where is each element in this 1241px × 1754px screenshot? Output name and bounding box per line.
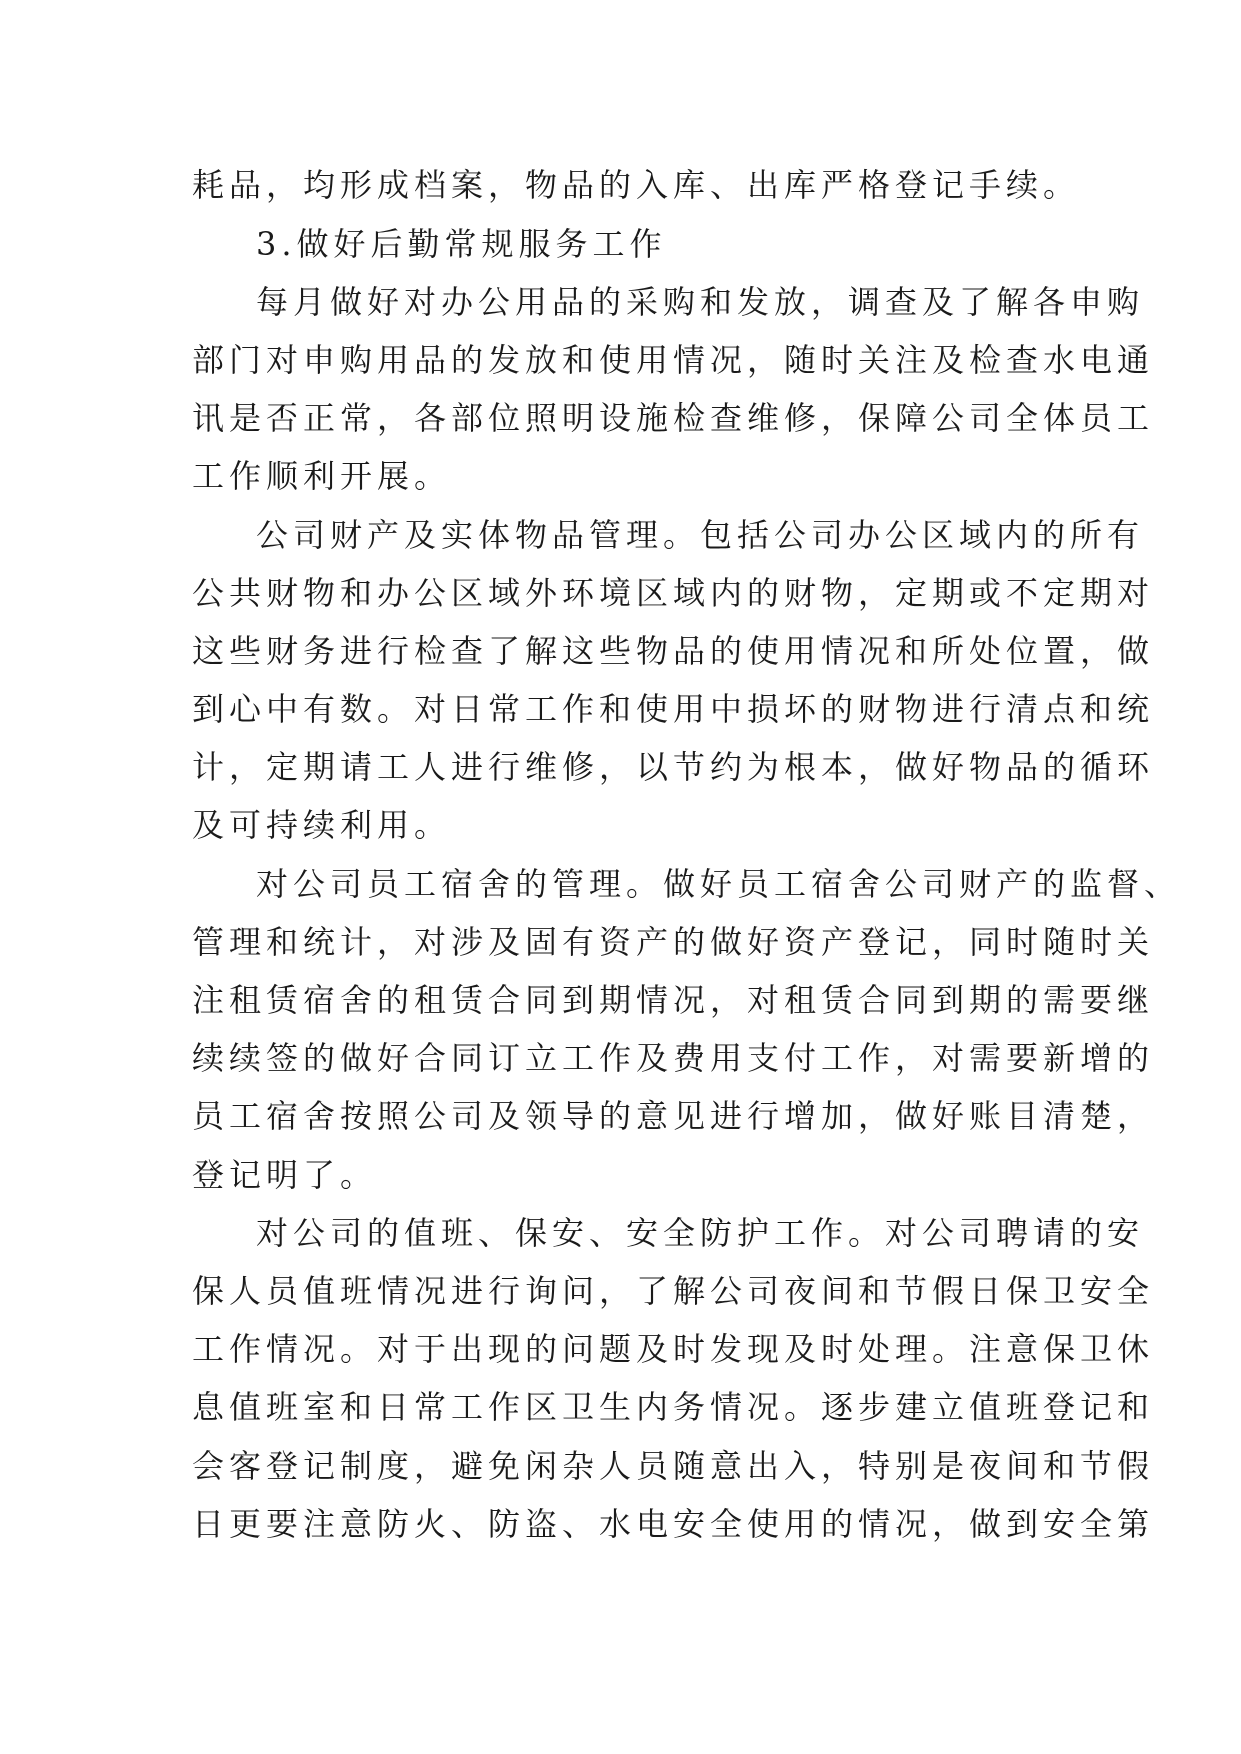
text-line: 息值班室和日常工作区卫生内务情况。逐步建立值班登记和 (192, 1388, 1155, 1426)
text-line: 工作顺利开展。 (192, 457, 452, 495)
text-line: 公司财产及实体物品管理。包括公司办公区域内的所有 (256, 516, 1145, 554)
text-line: 管理和统计，对涉及固有资产的做好资产登记，同时随时关 (192, 923, 1155, 961)
text-line: 注租赁宿舍的租赁合同到期情况，对租赁合同到期的需要继 (192, 981, 1155, 1019)
text-line: 保人员值班情况进行询问，了解公司夜间和节假日保卫安全 (192, 1272, 1155, 1310)
section-heading: 3.做好后勤常规服务工作 (256, 225, 667, 263)
text-line: 部门对申购用品的发放和使用情况，随时关注及检查水电通 (192, 341, 1155, 379)
text-line: 到心中有数。对日常工作和使用中损坏的财物进行清点和统 (192, 690, 1155, 728)
text-line: 公共财物和办公区域外环境区域内的财物，定期或不定期对 (192, 574, 1155, 612)
text-line: 每月做好对办公用品的采购和发放，调查及了解各申购 (256, 283, 1145, 321)
text-line: 对公司员工宿舍的管理。做好员工宿舍公司财产的监督、 (256, 865, 1182, 903)
text-line: 计，定期请工人进行维修，以节约为根本，做好物品的循环 (192, 748, 1155, 786)
text-line: 会客登记制度，避免闲杂人员随意出入，特别是夜间和节假 (192, 1447, 1155, 1485)
text-line: 及可持续利用。 (192, 806, 452, 844)
text-line: 日更要注意防火、防盗、水电安全使用的情况，做到安全第 (192, 1505, 1155, 1543)
text-line: 员工宿舍按照公司及领导的意见进行增加，做好账目清楚， (192, 1097, 1155, 1135)
text-line: 登记明了。 (192, 1156, 378, 1194)
text-line: 这些财务进行检查了解这些物品的使用情况和所处位置，做 (192, 632, 1155, 670)
text-line: 耗品，均形成档案，物品的入库、出库严格登记手续。 (192, 166, 1081, 204)
text-line: 工作情况。对于出现的问题及时发现及时处理。注意保卫休 (192, 1330, 1155, 1368)
text-line: 对公司的值班、保安、安全防护工作。对公司聘请的安 (256, 1214, 1145, 1252)
text-line: 讯是否正常，各部位照明设施检查维修，保障公司全体员工 (192, 399, 1155, 437)
text-line: 续续签的做好合同订立工作及费用支付工作，对需要新增的 (192, 1039, 1155, 1077)
